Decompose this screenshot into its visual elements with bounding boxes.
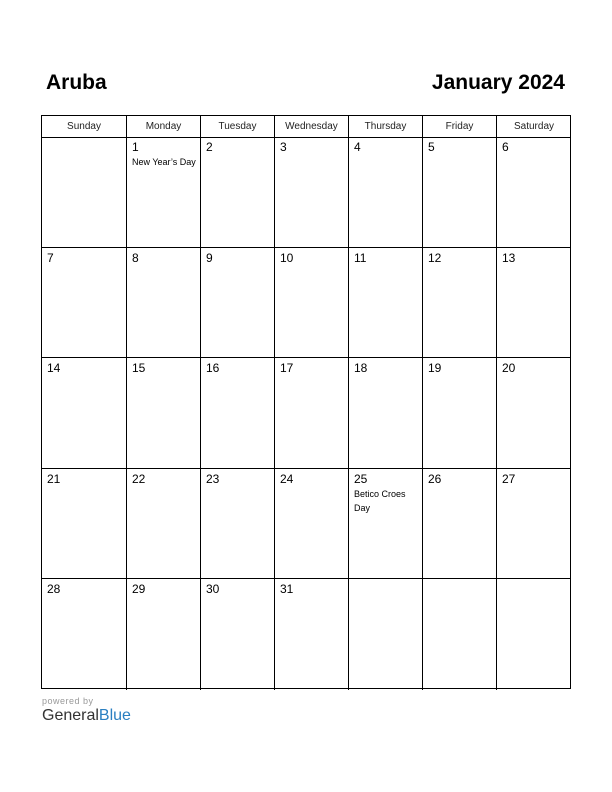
day-cell bbox=[349, 137, 423, 247]
weekday-3: Wednesday bbox=[275, 116, 349, 137]
day-number: 22 bbox=[132, 471, 146, 486]
weekday-6: Saturday bbox=[513, 121, 555, 132]
day-cell bbox=[275, 358, 349, 468]
day-cell bbox=[42, 137, 127, 247]
day-number: 28 bbox=[47, 582, 61, 596]
day-number: 11 bbox=[354, 250, 367, 265]
day-number: 13 bbox=[502, 250, 516, 265]
day-cell bbox=[423, 579, 497, 690]
brand-general: General bbox=[42, 707, 99, 724]
day-number: 7 bbox=[47, 250, 54, 265]
day-cell bbox=[275, 579, 349, 690]
week-row bbox=[42, 358, 570, 469]
day-number: 16 bbox=[206, 361, 220, 375]
week-row bbox=[42, 579, 570, 690]
day-cell bbox=[201, 469, 275, 579]
day-number: 21 bbox=[47, 471, 61, 486]
month-title: January 2024 bbox=[431, 71, 565, 94]
day-number: 23 bbox=[206, 471, 220, 486]
brand-blue: Blue bbox=[98, 707, 131, 724]
weekday-0: Sunday bbox=[42, 116, 127, 137]
day-cell bbox=[42, 469, 127, 579]
day-cell bbox=[127, 248, 201, 358]
day-number: 15 bbox=[132, 361, 146, 375]
day-cell bbox=[497, 358, 571, 468]
day-cell bbox=[201, 137, 275, 247]
country-title: Aruba bbox=[46, 71, 107, 94]
day-cell bbox=[127, 469, 201, 579]
holiday-label: Betico Croes Day bbox=[354, 488, 406, 513]
weekday-header-row bbox=[42, 116, 570, 138]
day-cell bbox=[42, 248, 127, 358]
day-cell bbox=[42, 358, 127, 468]
day-number: 31 bbox=[280, 582, 294, 596]
day-number: 6 bbox=[502, 140, 509, 154]
day-cell bbox=[42, 579, 127, 690]
day-number: 25 bbox=[354, 471, 368, 486]
day-number: 18 bbox=[354, 361, 368, 375]
day-cell bbox=[201, 358, 275, 468]
day-number: 1 bbox=[132, 140, 139, 154]
day-cell bbox=[423, 248, 497, 358]
footer bbox=[42, 696, 131, 725]
day-number: 3 bbox=[280, 140, 287, 154]
calendar-grid bbox=[41, 115, 571, 689]
week-row bbox=[42, 137, 570, 248]
day-cell bbox=[497, 248, 571, 358]
day-number: 20 bbox=[502, 361, 516, 375]
day-cell bbox=[201, 579, 275, 690]
holiday-label: New Year’s Day bbox=[132, 157, 196, 167]
week-row bbox=[42, 248, 570, 359]
day-cell bbox=[349, 469, 423, 579]
day-number: 30 bbox=[206, 582, 220, 596]
day-number: 2 bbox=[206, 140, 213, 154]
day-number: 10 bbox=[280, 250, 294, 265]
day-cell bbox=[275, 469, 349, 579]
day-cell bbox=[497, 137, 571, 247]
day-cell bbox=[497, 579, 571, 690]
day-cell bbox=[423, 137, 497, 247]
day-number: 24 bbox=[280, 471, 294, 486]
day-number: 9 bbox=[206, 250, 213, 265]
day-cell bbox=[275, 248, 349, 358]
powered-by-text: powered by bbox=[42, 696, 94, 706]
weekday-5: Friday bbox=[423, 116, 497, 137]
day-number: 19 bbox=[428, 361, 442, 375]
week-row bbox=[42, 469, 570, 580]
day-number: 14 bbox=[47, 361, 61, 375]
day-number: 8 bbox=[132, 250, 139, 265]
day-cell bbox=[127, 358, 201, 468]
day-number: 17 bbox=[280, 361, 294, 375]
day-number: 26 bbox=[428, 471, 442, 486]
day-cell bbox=[423, 358, 497, 468]
day-cell bbox=[423, 469, 497, 579]
day-cell bbox=[127, 579, 201, 690]
day-cell bbox=[201, 248, 275, 358]
day-cell bbox=[349, 248, 423, 358]
day-cell bbox=[349, 358, 423, 468]
weekday-1: Monday bbox=[127, 116, 201, 137]
day-cell bbox=[127, 137, 201, 247]
day-number: 12 bbox=[428, 250, 442, 265]
generalblue-logo[interactable] bbox=[42, 707, 131, 725]
day-cell bbox=[275, 137, 349, 247]
day-cell bbox=[497, 469, 571, 579]
weekday-2: Tuesday bbox=[201, 116, 275, 137]
day-number: 27 bbox=[502, 471, 516, 486]
day-number: 5 bbox=[428, 140, 435, 154]
day-cell bbox=[349, 579, 423, 690]
day-number: 4 bbox=[354, 140, 361, 154]
weekday-4: Thursday bbox=[349, 116, 423, 137]
day-number: 29 bbox=[132, 582, 146, 596]
